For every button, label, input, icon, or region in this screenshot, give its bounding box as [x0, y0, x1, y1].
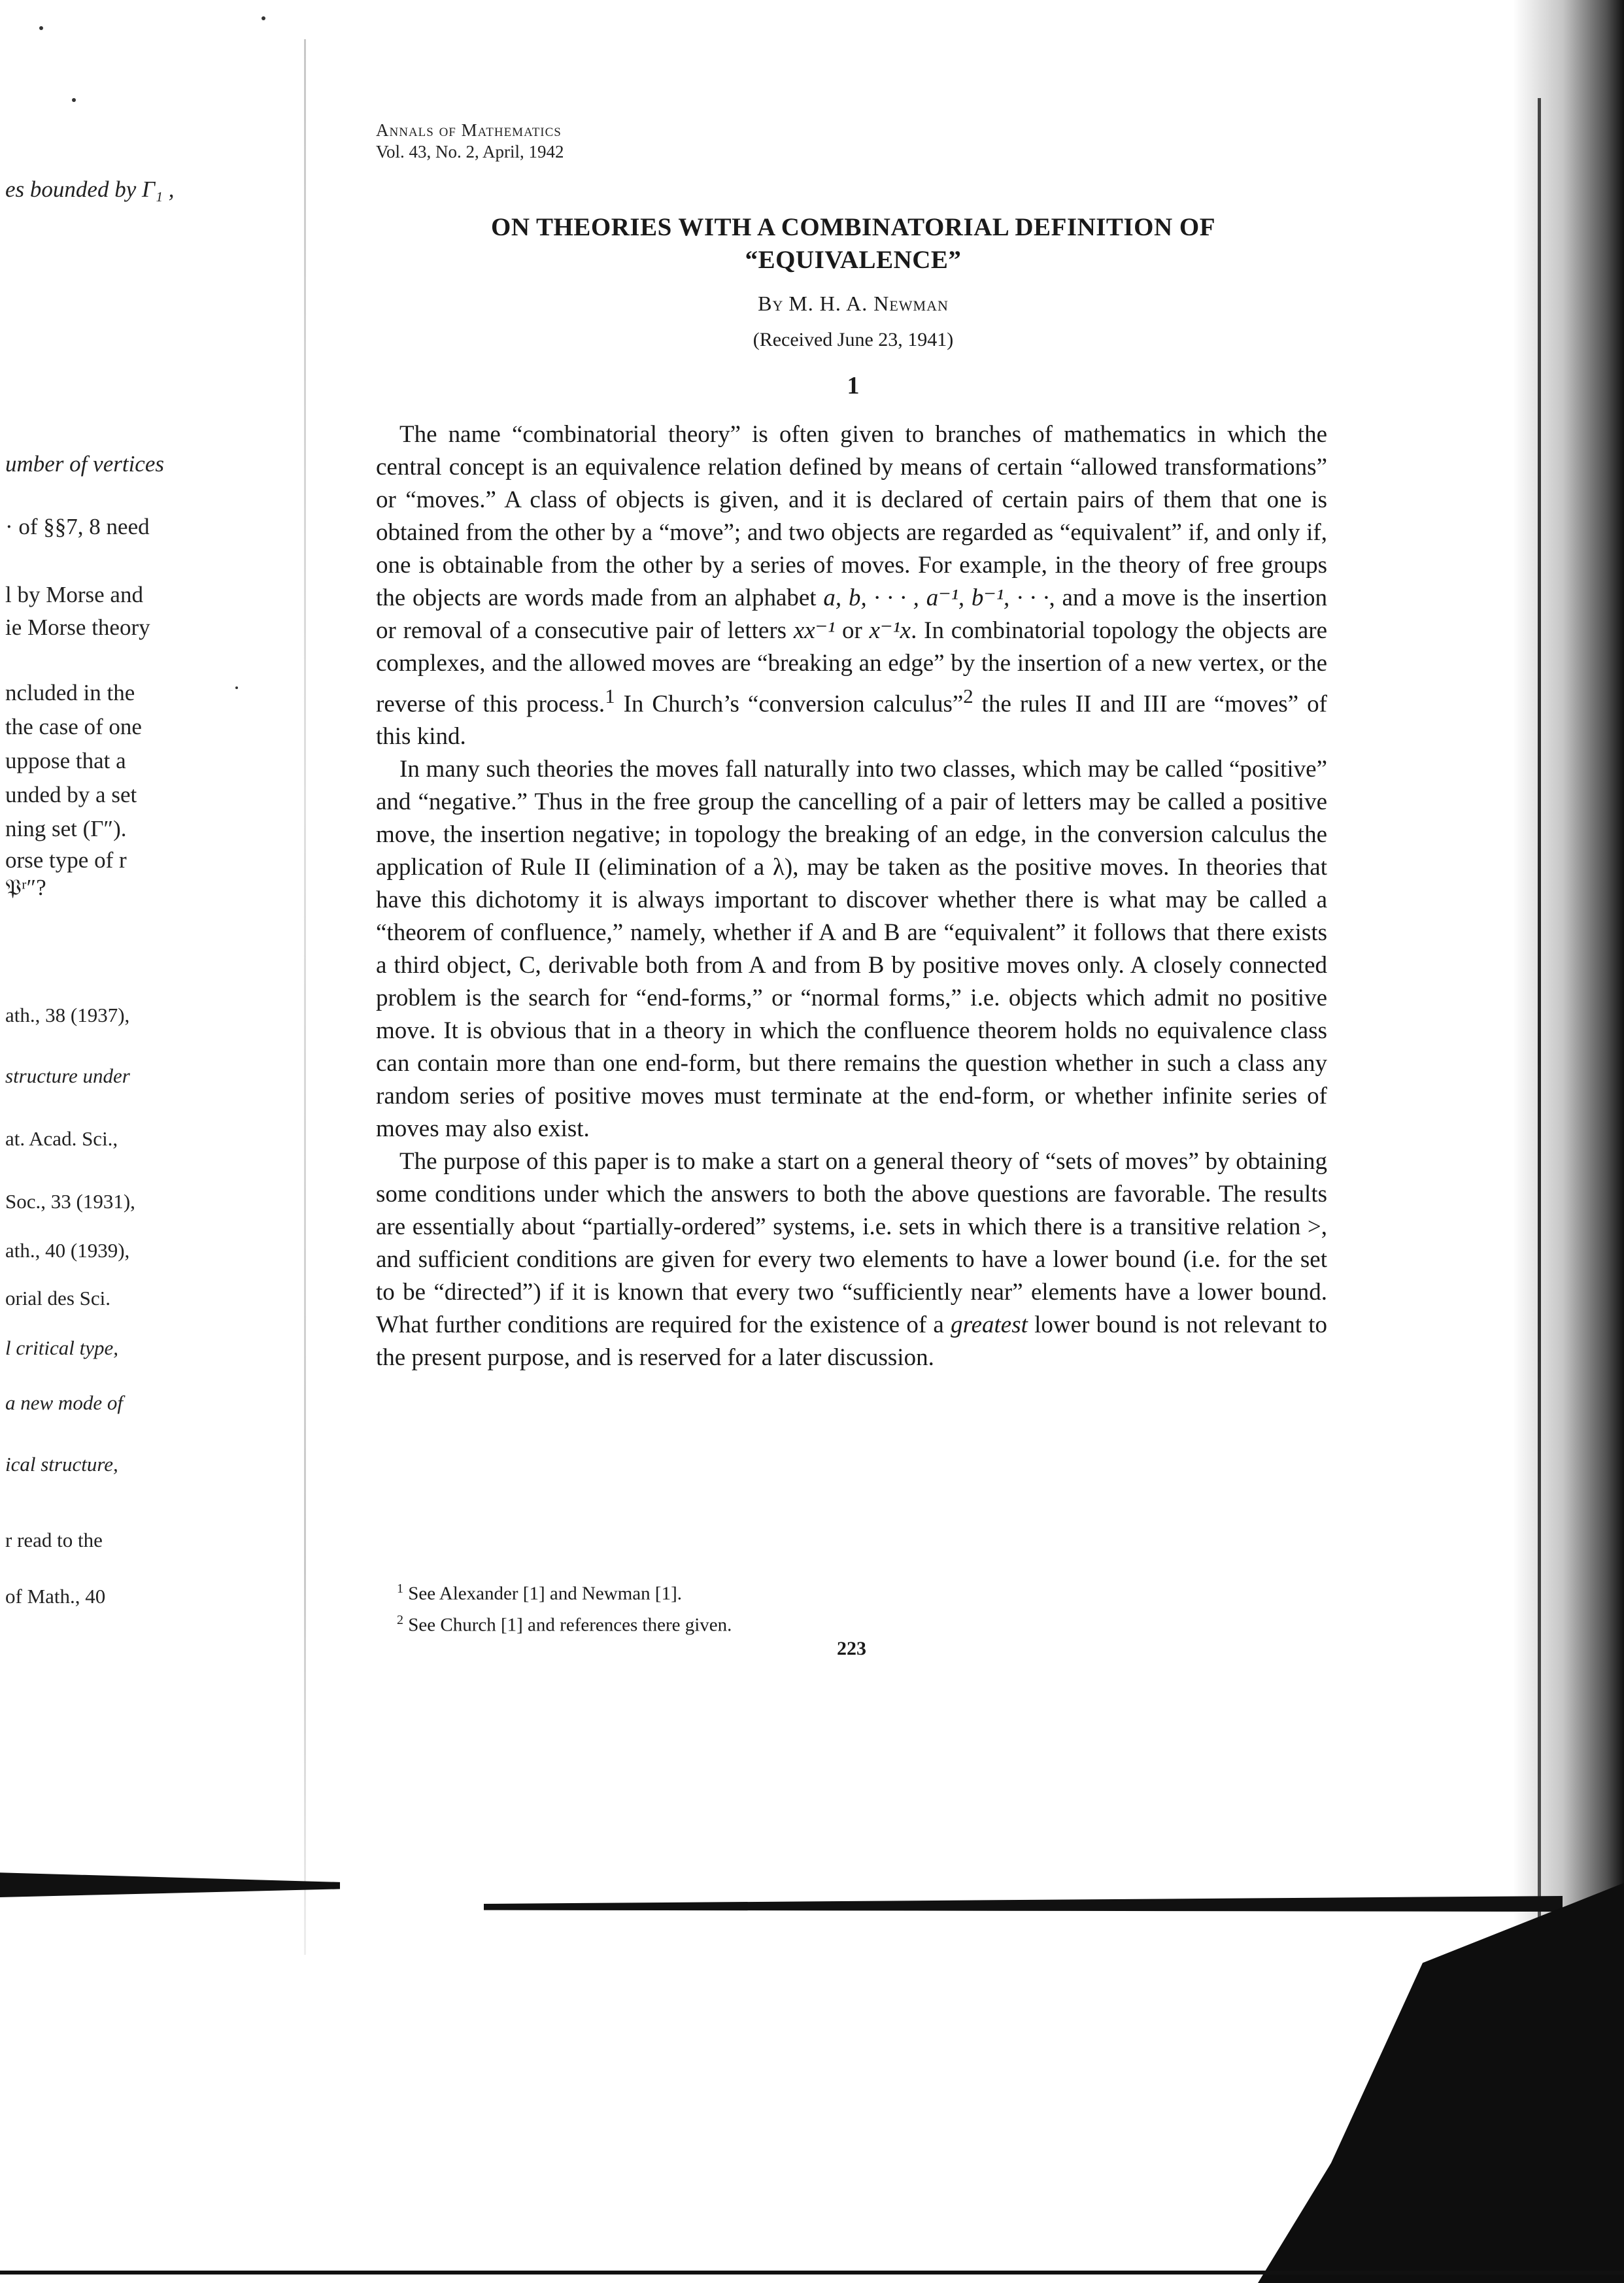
paragraph-text: the rules II and III are “moves” of this kind. — [376, 690, 1327, 751]
left-fragment-line: 𝔓ʳ″? — [5, 875, 46, 900]
left-fragment-line: ath., 40 (1939), — [5, 1239, 130, 1262]
left-fragment-line: ning set (Γ″). — [5, 816, 127, 841]
left-fragment-line: structure under — [5, 1064, 130, 1087]
left-fragment-line: a new mode of — [5, 1391, 123, 1414]
left-fragment-line: orse type of r — [5, 847, 127, 873]
footnote-ref[interactable]: 2 — [963, 685, 973, 707]
footnote — [376, 1576, 1327, 1607]
page-edge — [1538, 98, 1541, 2007]
scan-bottom-line — [0, 2271, 1624, 2275]
paragraph-text: lower bound is not relevant to the present purpose, and is reserved for a later discussion. — [376, 1311, 1327, 1372]
scan-speck — [235, 686, 238, 689]
title-line-1: ON THEORIES WITH A COMBINATORIAL DEFINITION OF — [490, 213, 1216, 241]
footnote-ref[interactable]: 1 — [605, 685, 615, 707]
paragraph-1 — [376, 418, 1327, 753]
paragraph-text: or — [835, 617, 870, 644]
left-fragment-line: l critical type, — [5, 1336, 119, 1359]
left-fragment-line: ie Morse theory — [5, 615, 150, 640]
article-body — [376, 418, 1327, 1374]
paragraph-3 — [376, 1145, 1327, 1374]
left-fragment-line: r read to the — [5, 1529, 103, 1551]
title-line-2: “EQUIVALENCE” — [745, 246, 962, 274]
footnote-text: See Church [1] and references there given. — [408, 1614, 732, 1636]
paragraph-text: In Church’s “conversion calculus” — [615, 690, 964, 718]
left-fragment-line: ical structure, — [5, 1453, 118, 1476]
left-fragment-line: Soc., 33 (1931), — [5, 1190, 135, 1213]
scan-smear — [484, 1896, 1563, 1912]
paragraph-text: The name “combinatorial theory” is often given to branches of mathematics in which the central concept is an equivalence relation defined by means of certain “allowed transformations” or “moves.” A class of objects is given, and it is declared of certain pairs of them that one is obtained from the other by a “move”; and two objects are regarded as “equivalent” if, and only if, one is obtainable from the other by a series of moves. For example, in the theory of free groups the objects are words made from an alphabet — [376, 421, 1327, 611]
footnote — [376, 1607, 1327, 1638]
left-fragment-line: uppose that a — [5, 748, 126, 773]
byline-by: By — [758, 292, 784, 315]
footnote-text: See Alexander [1] and Newman [1]. — [408, 1583, 682, 1604]
paragraph-text: . In combinatorial topology the objects are complexes, and the allowed moves are “breaking an edge” by the insertion of a new vertex, or the reverse of this process. — [376, 617, 1327, 718]
left-fragment-line: of Math., 40 — [5, 1585, 106, 1608]
footnote-mark: 1 — [397, 1581, 403, 1596]
journal-name: Annals of Mathematics — [376, 120, 562, 140]
received-date: (Received June 23, 1941) — [753, 329, 954, 350]
scan-speck — [262, 16, 265, 20]
left-fragment-line: orial des Sci. — [5, 1287, 110, 1310]
left-fragment-line: umber of vertices — [5, 451, 164, 477]
byline — [376, 292, 1330, 316]
math-pair: x⁻¹x — [869, 617, 911, 644]
page-gutter — [304, 39, 306, 1955]
math-pair: xx⁻¹ — [793, 617, 836, 644]
scan-speck — [39, 26, 43, 30]
left-fragment-line: ath., 38 (1937), — [5, 1004, 130, 1026]
paragraph-2: In many such theories the moves fall naturally into two classes, which may be called “positive” and “negative.” Thus in the free group the cancelling of a pair of letters may be called a positive move, the insertion negative; in topology the breaking of an edge, in the conversion calculus the application of Rule II (elimination of a λ), may be taken as the positive moves. In theories that have this dichotomy it is always important to discover whether there is what may be called a “theorem of confluence,” namely, whether if A and B are “equivalent” it follows that there exists a third object, C, derivable both from A and from B by positive moves only. A closely connected problem is the search for “end-forms,” or “normal forms,” i.e. objects which admit no positive move. It is obvious that in a theory in which the confluence theorem holds no equivalence class can contain more than one end-form, but there remains the question whether in such a class any random series of positive moves must terminate at the end-form, or whether infinite series of moves may also exist. — [376, 756, 1327, 1143]
paragraph-text: , and a move is the insertion or removal of a consecutive pair of letters — [376, 584, 1327, 644]
article-title — [376, 211, 1330, 277]
scan-speck — [72, 98, 76, 102]
left-fragment-line: the case of one — [5, 714, 142, 739]
footnote-mark: 2 — [397, 1612, 403, 1627]
left-fragment-line: unded by a set — [5, 782, 137, 807]
left-fragment-line: es bounded by Γ₁ , — [5, 177, 175, 202]
left-fragment-line: · of §§7, 8 need — [5, 514, 150, 539]
emphasis-text: greatest — [951, 1311, 1028, 1339]
left-fragment-line: ncluded in the — [5, 680, 135, 705]
paragraph-text: The purpose of this paper is to make a start on a general theory of “sets of moves” by obtaining some conditions under which the answers to both the above questions are favorable. The results are essentially about “partially-ordered” systems, i.e. sets in which there is a transitive relation >, and sufficient conditions are given for every two elements to have a lower bound (i.e. for the set to be “directed”) if it is known that every two “sufficiently near” elements have a lower bound. What further conditions are required for the existence of a — [376, 1148, 1327, 1339]
left-fragment-line: l by Morse and — [5, 582, 143, 607]
previous-page-fragment — [0, 0, 307, 2283]
page-number: 223 — [837, 1638, 866, 1659]
journal-volume: Vol. 43, No. 2, April, 1942 — [376, 142, 564, 161]
author-name: M. H. A. Newman — [788, 292, 949, 315]
footnotes — [376, 1576, 1327, 1638]
section-number: 1 — [847, 372, 860, 399]
scan-corner-shadow — [1258, 1883, 1624, 2283]
left-fragment-line: at. Acad. Sci., — [5, 1127, 118, 1150]
journal-header — [376, 120, 564, 163]
math-alphabet: a, b, · · · , a⁻¹, b⁻¹, · · · — [823, 584, 1049, 611]
